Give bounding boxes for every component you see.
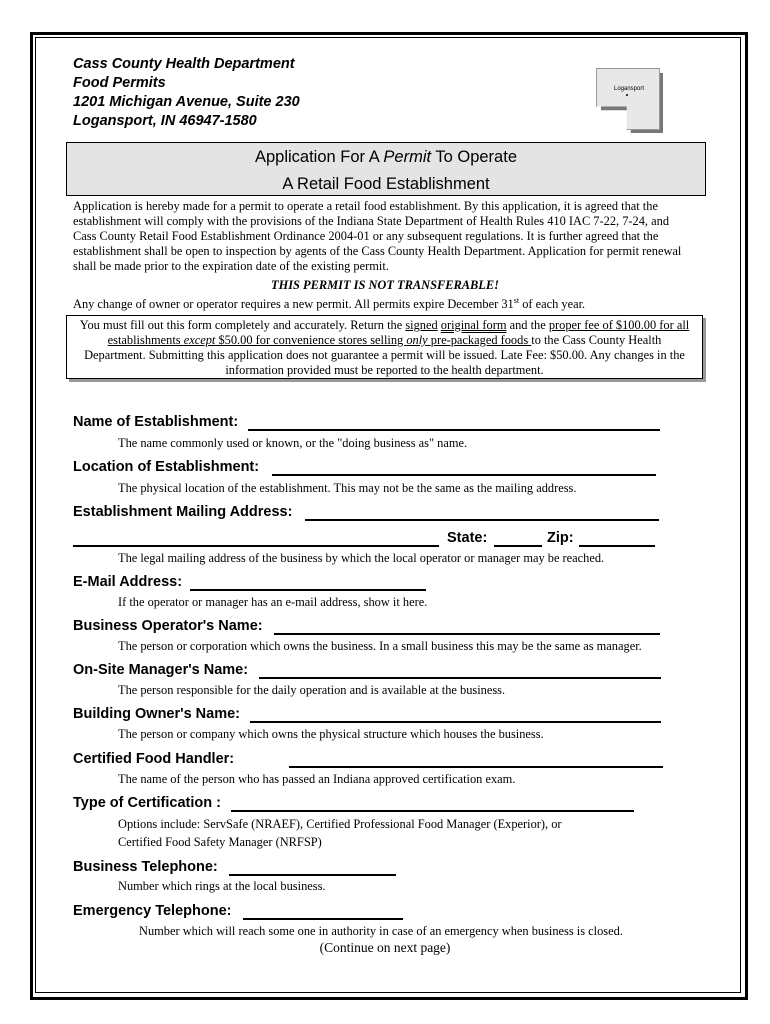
- certification-type-help: Options include: ServSafe (NRAEF), Certified Professional Food Manager (Experior), or: [118, 817, 562, 831]
- intro-paragraph: [73, 199, 698, 274]
- state-field[interactable]: [494, 545, 542, 547]
- establishment-location-help: The physical location of the establishment. This may not be the same as the mailing address.: [118, 481, 577, 495]
- mailing-address-field-line1[interactable]: [305, 519, 659, 521]
- department-division: Food Permits: [73, 75, 166, 91]
- emergency-phone-help: Number which will reach some one in authority in case of an emergency when business is closed.: [139, 924, 623, 938]
- notice-line1: You must fill out this form completely and accurately. Return the signed original form and the proper fee of $100.00 for all: [79, 318, 690, 332]
- city-state-zip: Logansport, IN 46947-1580: [73, 113, 257, 129]
- building-owner-field[interactable]: [250, 721, 661, 723]
- intro-line: establishment will comply with the provisions of the Indiana State Department of Health Rules 410 IAC 7-22, 7-24, and: [73, 214, 670, 228]
- expiration-notice: [73, 296, 585, 312]
- email-field[interactable]: [190, 589, 426, 591]
- state-label: State:: [447, 530, 488, 546]
- city-dot-icon: [626, 94, 628, 96]
- establishment-location-label: Location of Establishment:: [73, 459, 260, 475]
- form-title-line2: A Retail Food Establishment: [282, 175, 490, 193]
- continue-notice: (Continue on next page): [319, 940, 451, 955]
- operator-name-label: Business Operator's Name:: [73, 618, 263, 634]
- certification-type-label: Type of Certification :: [73, 795, 221, 811]
- title-suffix: To Operate: [431, 148, 517, 166]
- intro-line: Application is hereby made for a permit to operate a retail food establishment. By this application, it is agreed that the: [73, 199, 658, 213]
- establishment-name-field[interactable]: [248, 429, 660, 431]
- notice-line4: information provided must be reported to the health department.: [225, 363, 544, 377]
- certification-type-field[interactable]: [231, 810, 634, 812]
- food-handler-field[interactable]: [289, 766, 663, 768]
- certification-type-help-2: Certified Food Safety Manager (NRFSP): [118, 835, 322, 849]
- establishment-name-help: The name commonly used or known, or the "doing business as" name.: [118, 436, 468, 450]
- expire-text-end: of each year.: [519, 297, 586, 312]
- county-shape-icon: [596, 68, 660, 130]
- form-title-box: [66, 142, 706, 196]
- establishment-location-field[interactable]: [272, 474, 656, 476]
- street-address: 1201 Michigan Avenue, Suite 230: [73, 94, 300, 110]
- title-permit-word: Permit: [383, 148, 432, 166]
- notice-line2: establishments except $50.00 for convenience stores selling only pre-packaged foods to the Cass County Health: [107, 333, 662, 347]
- instructions-box: [66, 315, 703, 379]
- department-name: Cass County Health Department: [73, 56, 295, 72]
- mailing-address-field-line2[interactable]: [73, 545, 439, 547]
- zip-label: Zip:: [547, 530, 574, 546]
- title-prefix: Application For A: [254, 148, 384, 166]
- expire-text: Any change of owner or operator requires a new permit. All permits expire December 31: [73, 297, 514, 312]
- building-owner-help: The person or company which owns the physical structure which houses the business.: [118, 727, 544, 741]
- business-phone-help: Number which rings at the local business.: [118, 879, 326, 893]
- emergency-phone-label: Emergency Telephone:: [73, 903, 232, 919]
- food-handler-label: Certified Food Handler:: [73, 751, 235, 767]
- expire-sup: st: [513, 296, 520, 305]
- manager-name-help: The person responsible for the daily operation and is available at the business.: [118, 683, 506, 697]
- establishment-name-label: Name of Establishment:: [73, 414, 239, 430]
- building-owner-label: Building Owner's Name:: [73, 706, 240, 722]
- email-help: If the operator or manager has an e-mail address, show it here.: [118, 595, 428, 609]
- email-label: E-Mail Address:: [73, 574, 183, 590]
- intro-line: Cass County Retail Food Establishment Ordinance 2004-01 or any subsequent regulations. It is further agreed that the: [73, 229, 659, 243]
- intro-line: shall be made prior to the expiration date of the existing permit.: [73, 259, 389, 273]
- mailing-address-help: The legal mailing address of the business by which the local operator or manager may be reached.: [118, 551, 605, 565]
- intro-line: establishment shall be open to inspection by agents of the Cass County Health Department. Application for permit renewal: [73, 244, 682, 258]
- form-title-line1: [67, 148, 705, 167]
- food-handler-help: The name of the person who has passed an Indiana approved certification exam.: [118, 772, 516, 786]
- business-phone-field[interactable]: [229, 874, 396, 876]
- operator-name-field[interactable]: [274, 633, 660, 635]
- department-address: [73, 55, 300, 131]
- notice-line3: Department. Submitting this application does not guarantee a permit will be issued. Late Fee: $50.00. Any changes in the: [84, 348, 685, 362]
- mailing-address-label: Establishment Mailing Address:: [73, 504, 293, 520]
- map-city-label: Logansport: [614, 86, 645, 92]
- zip-field[interactable]: [579, 545, 655, 547]
- county-map-logo: [596, 68, 662, 132]
- manager-name-label: On-Site Manager's Name:: [73, 662, 249, 678]
- manager-name-field[interactable]: [259, 677, 661, 679]
- not-transferable-notice: THIS PERMIT IS NOT TRANSFERABLE!: [271, 278, 499, 292]
- business-phone-label: Business Telephone:: [73, 859, 218, 875]
- operator-name-help: The person or corporation which owns the business. In a small business this may be the same as manager.: [118, 639, 642, 653]
- emergency-phone-field[interactable]: [243, 918, 403, 920]
